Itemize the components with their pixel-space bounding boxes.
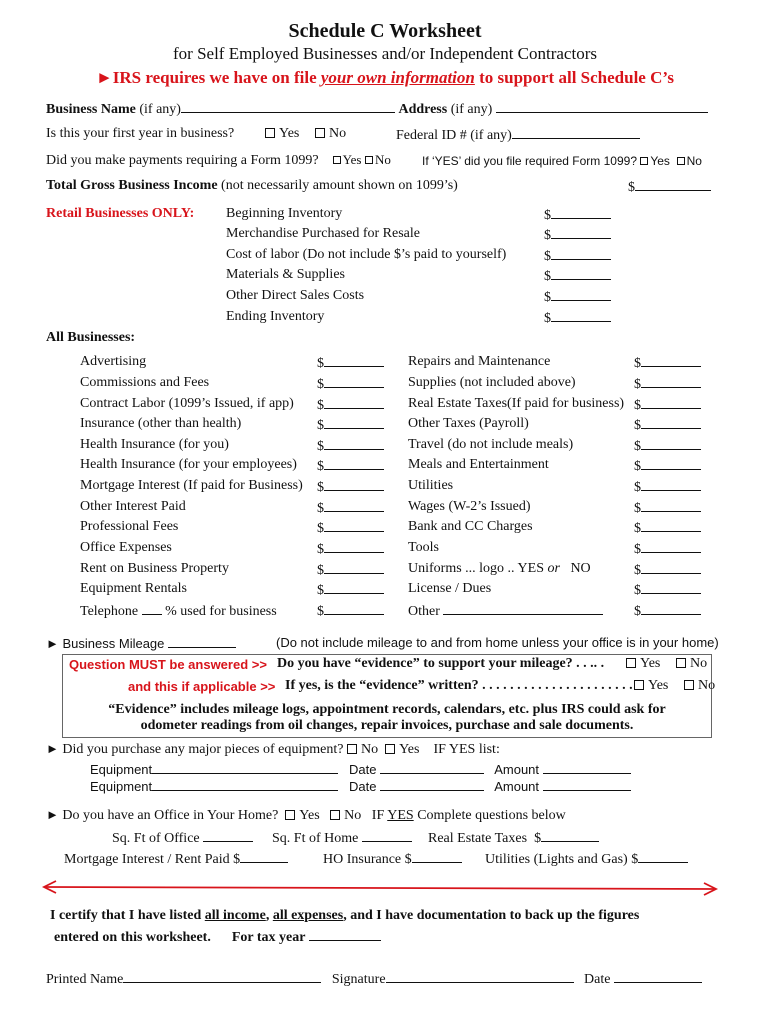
utilities-row: Utilities (Lights and Gas) $ xyxy=(485,850,688,868)
expense-label: Professional Fees xyxy=(80,519,179,534)
expense-amount[interactable]: $ xyxy=(634,561,701,579)
expense-label: Wages (W-2’s Issued) xyxy=(408,499,531,514)
expense-label: Commissions and Fees xyxy=(80,375,210,390)
expense-label: Insurance (other than health) xyxy=(80,416,242,431)
retail-item: Materials & Supplies xyxy=(226,267,345,282)
mileage-row: ► Business Mileage xyxy=(46,635,236,651)
expense-amount[interactable]: $ xyxy=(634,457,701,475)
retail-amount[interactable]: $ xyxy=(544,288,611,306)
expense-label: Other Taxes (Payroll) xyxy=(408,416,529,431)
expense-amount[interactable]: $ xyxy=(317,396,384,414)
irs-notice: ►IRS requires we have on file your own information to support all Schedule C’s xyxy=(95,68,675,87)
expense-amount[interactable]: $ xyxy=(317,602,384,620)
retail-heading: Retail Businesses ONLY: xyxy=(46,206,195,221)
federal-id-field[interactable] xyxy=(512,126,640,139)
retail-item: Ending Inventory xyxy=(226,309,325,324)
equipment-no[interactable]: No xyxy=(347,742,378,757)
equipment-field[interactable] xyxy=(152,778,338,791)
re-taxes-row: Real Estate Taxes $ xyxy=(428,829,599,847)
evidence-yes[interactable]: Yes xyxy=(626,656,660,672)
form1099-no[interactable]: No xyxy=(365,152,391,167)
equipment-question-row: ► Did you purchase any major pieces of equipment? No Yes IF YES list: xyxy=(46,741,500,757)
expense-amount[interactable]: $ xyxy=(634,396,701,414)
expense-amount[interactable]: $ xyxy=(634,602,701,620)
sqft-office-field[interactable] xyxy=(203,829,253,842)
checkbox-icon[interactable] xyxy=(640,157,648,165)
expense-amount[interactable]: $ xyxy=(634,581,701,599)
expense-amount[interactable]: $ xyxy=(634,478,701,496)
signature-row: Printed Name Signature Date xyxy=(46,970,702,988)
checkbox-icon[interactable] xyxy=(333,156,341,164)
checkbox-icon[interactable] xyxy=(315,128,325,138)
checkbox-icon[interactable] xyxy=(684,680,694,690)
gross-income-row: Total Gross Business Income (not necessarily amount shown on 1099’s) xyxy=(46,178,458,193)
question-must-label: Question MUST be answered >> xyxy=(69,657,267,672)
page-subtitle: for Self Employed Businesses and/or Independent Contractors xyxy=(173,44,597,63)
expense-label: Other Interest Paid xyxy=(80,499,186,514)
form1099-yes[interactable]: Yes xyxy=(333,152,362,167)
checkbox-icon[interactable] xyxy=(385,744,395,754)
pointer-right-icon: ► xyxy=(95,68,113,87)
mortgage-rent-row: Mortgage Interest / Rent Paid $ xyxy=(64,850,288,868)
expense-amount[interactable]: $ xyxy=(634,499,701,517)
expense-label: Meals and Entertainment xyxy=(408,457,549,472)
expense-label: Repairs and Maintenance xyxy=(408,354,551,369)
mortgage-rent-field[interactable] xyxy=(240,850,288,863)
checkbox-icon[interactable] xyxy=(265,128,275,138)
home-office-question-row: ► Do you have an Office in Your Home? Yes No IF YES Complete questions below xyxy=(46,807,566,823)
form1099-followup-row: If ‘YES’ did you file required Form 1099? Yes No xyxy=(422,154,702,168)
evidence-explanation: “Evidence” includes mileage logs, appointment records, calendars, etc. plus IRS could ask for xyxy=(108,702,666,717)
double-arrow-divider xyxy=(40,877,720,897)
amount-field[interactable] xyxy=(543,761,631,774)
utilities-field[interactable] xyxy=(638,850,688,863)
retail-item: Merchandise Purchased for Resale xyxy=(226,226,420,241)
expense-label: Contract Labor (1099’s Issued, if app) xyxy=(80,396,294,411)
ho-insurance-row: HO Insurance $ xyxy=(323,850,462,868)
checkbox-icon[interactable] xyxy=(676,658,686,668)
sqft-home-row: Sq. Ft of Home xyxy=(272,829,412,847)
certification-line: I certify that I have listed all income, all expenses, and I have documentation to back up the figures xyxy=(50,908,640,923)
if-applicable-label: and this if applicable >> xyxy=(128,679,276,694)
expense-label: Advertising xyxy=(80,354,147,369)
address-field[interactable] xyxy=(496,100,708,113)
certification-line-2: entered on this worksheet. For tax year xyxy=(54,928,381,946)
retail-item: Beginning Inventory xyxy=(226,206,343,221)
expense-amount[interactable]: $ xyxy=(317,375,384,393)
equipment-row: Equipment Date Amount xyxy=(90,761,631,777)
retail-amount[interactable]: $ xyxy=(544,267,611,285)
evidence-question: Do you have “evidence” to support your mileage? . . .. . xyxy=(277,656,605,671)
expense-label: Office Expenses xyxy=(80,540,172,555)
equipment-field[interactable] xyxy=(152,761,338,774)
retail-amount[interactable]: $ xyxy=(544,226,611,244)
business-name-row: Business Name (if any) Address (if any) xyxy=(46,100,708,118)
expense-amount[interactable]: $ xyxy=(634,416,701,434)
followup-no[interactable]: No xyxy=(677,154,702,168)
uniforms-row: Uniforms ... logo .. YES or NO xyxy=(408,561,591,576)
retail-item: Cost of labor (Do not include $’s paid to yourself) xyxy=(226,247,507,262)
all-businesses-heading: All Businesses: xyxy=(46,330,136,345)
expense-amount[interactable]: $ xyxy=(317,519,384,537)
written-yes[interactable]: Yes xyxy=(634,678,668,694)
expense-label: Utilities xyxy=(408,478,454,493)
checkbox-icon[interactable] xyxy=(677,157,685,165)
home-office-no[interactable]: No xyxy=(330,808,361,823)
printed-name-field[interactable] xyxy=(123,970,321,983)
expense-amount[interactable]: $ xyxy=(634,437,701,455)
checkbox-icon[interactable] xyxy=(285,810,295,820)
expense-label: Rent on Business Property xyxy=(80,561,229,576)
expense-label: Travel (do not include meals) xyxy=(408,437,574,452)
written-evidence-question: If yes, is the “evidence” written? . . . . . . . . . . . . . . . . . . . . . . xyxy=(285,678,633,693)
amount-field[interactable] xyxy=(543,778,631,791)
expense-amount[interactable]: $ xyxy=(634,540,701,558)
expense-amount[interactable]: $ xyxy=(317,457,384,475)
evidence-no[interactable]: No xyxy=(676,656,707,672)
expense-amount[interactable]: $ xyxy=(317,478,384,496)
expense-amount[interactable]: $ xyxy=(317,416,384,434)
gross-income-amount[interactable]: $ xyxy=(628,178,711,196)
expense-label: Equipment Rentals xyxy=(80,581,187,596)
retail-item: Other Direct Sales Costs xyxy=(226,288,365,303)
retail-amount[interactable]: $ xyxy=(544,247,611,265)
expense-label: Supplies (not included above) xyxy=(408,375,576,390)
first-year-yes[interactable]: Yes xyxy=(265,126,299,142)
sqft-home-field[interactable] xyxy=(362,829,412,842)
mileage-field[interactable] xyxy=(168,635,236,648)
federal-id-row: Federal ID # (if any) xyxy=(396,126,640,144)
checkbox-icon[interactable] xyxy=(330,810,340,820)
signature-field[interactable] xyxy=(386,970,574,983)
home-office-yes[interactable]: Yes xyxy=(285,808,319,823)
date-field[interactable] xyxy=(380,778,484,791)
other-description-field[interactable] xyxy=(443,602,603,615)
re-taxes-field[interactable] xyxy=(541,829,599,842)
written-no[interactable]: No xyxy=(684,678,715,694)
telephone-percent-field[interactable] xyxy=(142,602,162,615)
page-title: Schedule C Worksheet xyxy=(288,20,482,42)
tax-year-field[interactable] xyxy=(309,928,381,941)
date-field[interactable] xyxy=(380,761,484,774)
pointer-right-icon: ► xyxy=(46,636,59,651)
expense-label: Real Estate Taxes(If paid for business) xyxy=(408,396,625,411)
expense-amount[interactable]: $ xyxy=(317,561,384,579)
sqft-office-row: Sq. Ft of Office xyxy=(112,829,253,847)
expense-label: Bank and CC Charges xyxy=(408,519,533,534)
retail-amount[interactable]: $ xyxy=(544,309,611,327)
business-name-field[interactable] xyxy=(181,100,395,113)
checkbox-icon[interactable] xyxy=(626,658,636,668)
expense-amount[interactable]: $ xyxy=(634,354,701,372)
expense-amount[interactable]: $ xyxy=(317,581,384,599)
checkbox-icon[interactable] xyxy=(365,156,373,164)
first-year-no[interactable]: No xyxy=(315,126,346,142)
expense-amount[interactable]: $ xyxy=(317,437,384,455)
evidence-explanation: odometer readings from oil changes, repair invoices, purchase and sale documents. xyxy=(140,718,634,733)
equipment-yes[interactable]: Yes xyxy=(385,742,419,757)
expense-amount[interactable]: $ xyxy=(634,519,701,537)
retail-amount[interactable]: $ xyxy=(544,206,611,224)
pointer-right-icon: ► xyxy=(46,741,59,756)
checkbox-icon[interactable] xyxy=(347,744,357,754)
checkbox-icon[interactable] xyxy=(634,680,644,690)
mileage-note: (Do not include mileage to and from home unless your office is in your home) xyxy=(276,635,719,650)
pointer-right-icon: ► xyxy=(46,807,59,822)
expense-amount[interactable]: $ xyxy=(634,375,701,393)
followup-yes[interactable]: Yes xyxy=(640,154,670,168)
expense-amount[interactable]: $ xyxy=(317,499,384,517)
expense-label: Health Insurance (for you) xyxy=(80,437,229,452)
expense-amount[interactable]: $ xyxy=(317,354,384,372)
other-row: Other xyxy=(408,602,603,620)
telephone-row: Telephone % used for business xyxy=(80,604,277,619)
expense-label: Health Insurance (for your employees) xyxy=(80,457,297,472)
ho-insurance-field[interactable] xyxy=(412,850,462,863)
expense-label: License / Dues xyxy=(408,581,492,596)
expense-amount[interactable]: $ xyxy=(317,540,384,558)
equipment-row: Equipment Date Amount xyxy=(90,778,631,794)
expense-label: Mortgage Interest (If paid for Business) xyxy=(80,478,303,493)
notice-emphasis: your own information xyxy=(320,68,475,87)
expense-label: Tools xyxy=(408,540,439,555)
form1099-row: Did you make payments requiring a Form 1099? Yes No xyxy=(46,152,391,168)
first-year-question: Is this your first year in business? xyxy=(46,126,235,141)
date-signed-field[interactable] xyxy=(614,970,702,983)
